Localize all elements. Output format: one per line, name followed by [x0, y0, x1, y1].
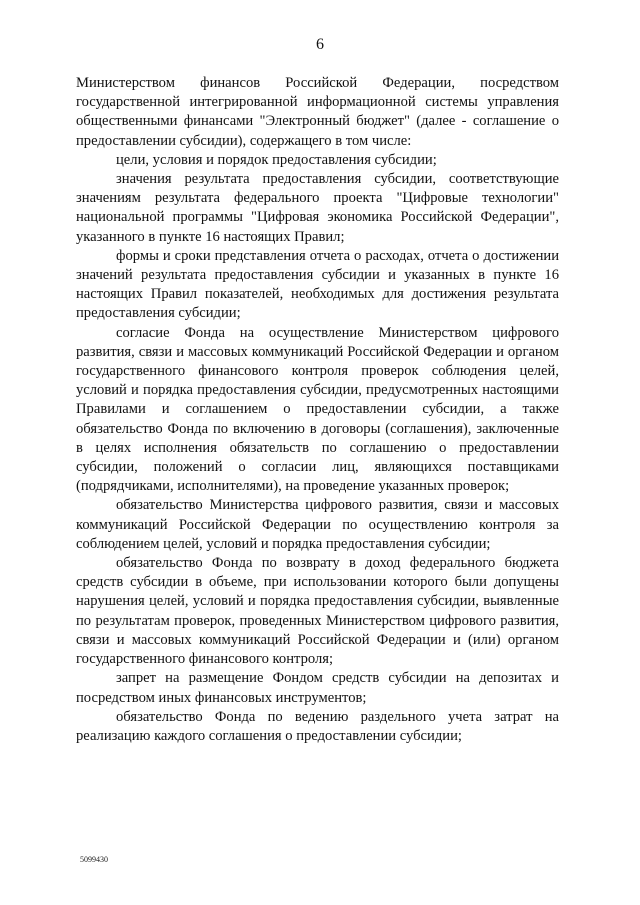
document-body: [76, 74, 559, 746]
document-code: 5099430: [80, 855, 108, 864]
paragraph-separate-accounting: обязательство Фонда по ведению раздельного учета затрат на реализацию каждого соглашения о предоставлении субсидии;: [76, 708, 559, 744]
paragraph-ministry-obligation: обязательство Министерства цифрового развития, связи и массовых коммуникаций Российской Федерации по осуществлению контроля за соблюдением целей, условий и порядка предоставления субсидии;: [76, 497, 559, 552]
paragraph-inspection-consent: согласие Фонда на осуществление Министерством цифрового развития, связи и массовых коммуникаций Российской Федерации и органом государственного финансового контроля проверок соблюдения целей, условий и порядка предоставления субсидии, предусмотренных настоящими Правилами и соглашением о предоставлении субсидии, а также обязательство Фонда по включению в договоры (соглашения), заключенные в целях исполнения обязательств по соглашению о предоставлении субсидии, положений о согласии лиц, являющихся поставщиками (подрядчиками, исполнителями), на проведение указанных проверок;: [76, 324, 559, 495]
page-number: 6: [316, 36, 324, 53]
paragraph-continuation: Министерством финансов Российской Федерации, посредством государственной интегрированной информационной системы управления общественными финансами "Электронный бюджет" (далее - соглашение о предоставлении субсидии), содержащего в том числе:: [76, 75, 559, 149]
paragraph-goals: цели, условия и порядок предоставления субсидии;: [116, 151, 437, 168]
paragraph-report-forms: формы и сроки представления отчета о расходах, отчета о достижении значений результата предоставления субсидии и указанных в пункте 16 настоящих Правил показателей, необходимых для достижения результата предоставления субсидии;: [76, 247, 559, 322]
paragraph-deposit-ban: запрет на размещение Фондом средств субсидии на депозитах и посредством иных финансовых инструментов;: [76, 670, 559, 706]
paragraph-result-values: значения результата предоставления субсидии, соответствующие значениям результата федерального проекта "Цифровые технологии" национальной программы "Цифровая экономика Российской Федерации", указанного в пункте 16 настоящих Правил;: [76, 171, 559, 245]
paragraph-refund-obligation: обязательство Фонда по возврату в доход федерального бюджета средств субсидии в объеме, при использовании которого были допущены нарушения целей, условий и порядка предоставления субсидии, выявленные по результатам проверок, проведенных Министерством цифрового развития, связи и массовых коммуникаций Российской Федерации и (или) органом государственного финансового контроля;: [76, 555, 559, 668]
